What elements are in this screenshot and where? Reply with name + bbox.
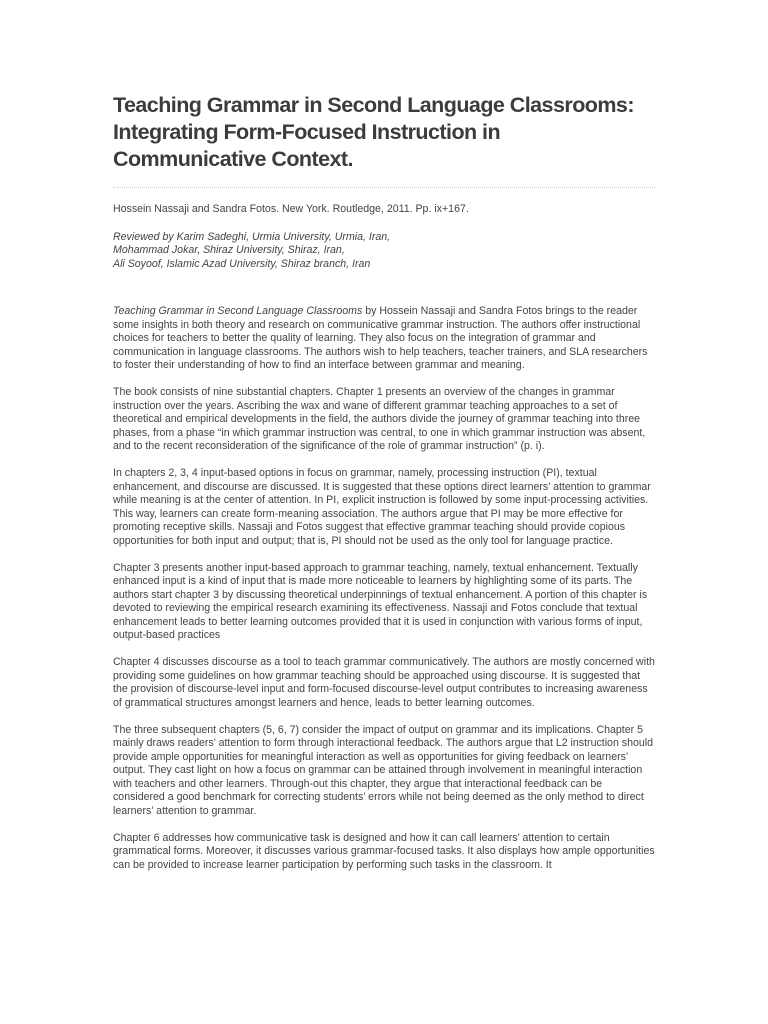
book-citation: Hossein Nassaji and Sandra Fotos. New York. Routledge, 2011. Pp. ix+167. <box>113 203 469 215</box>
body-paragraph: Chapter 4 discusses discourse as a tool to teach grammar communicatively. The authors are mostly concerned with providing some guidelines on how grammar teaching should be approached using discourse. It is suggested that the provision of discourse-level input and form-focused discourse-level output contributes to increasing awareness of grammatical structures amongst learners and hence, leads to better learning outcomes. <box>113 656 655 709</box>
reviewer-line: Ali Soyoof, Islamic Azad University, Shiraz branch, Iran <box>113 257 371 270</box>
body-paragraph: In chapters 2, 3, 4 input-based options in focus on grammar, namely, processing instruction (PI), textual enhancement, and discourse are discussed. It is suggested that these options direct learners’ attention to grammar while meaning is at the center of attention. In PI, explicit instruction is followed by some input-processing activities. This way, learners can create form-meaning association. The authors argue that PI may be more effective for promoting receptive skills. Nassaji and Fotos suggest that effective grammar teaching should provide copious opportunities for both input and output; that is, PI should not be used as the only tool for language practice. <box>113 467 651 547</box>
reviewer-line: Mohammad Jokar, Shiraz University, Shiraz, Iran, <box>113 244 345 256</box>
article-body <box>113 305 655 872</box>
document-page <box>113 92 655 886</box>
book-title-italic: Teaching Grammar in Second Language Classrooms <box>113 305 363 317</box>
body-paragraph: Chapter 6 addresses how communicative task is designed and how it can call learners’ attention to certain grammatical forms. Moreover, it discusses various grammar-focused tasks. It also displays how ample opportunities can be provided to increase learner participation by performing such tasks in the classroom. It <box>113 831 655 871</box>
intro-text: by Hossein Nassaji and Sandra Fotos brings to the reader some insights in both theory and research on communicative grammar instruction. The authors offer instructional choices for teachers to better the quality of learning. They also focus on the integration of grammar and communication in language classrooms. The authors wish to help teachers, teacher trainers, and SLA researchers to foster their understanding of how to find an interface between grammar and meaning. <box>113 305 648 371</box>
reviewer-line: Reviewed by Karim Sadeghi, Urmia University, Urmia, Iran, <box>113 230 391 243</box>
reviewer-block <box>113 231 655 272</box>
body-paragraph: The three subsequent chapters (5, 6, 7) consider the impact of output on grammar and its implications. Chapter 5 mainly draws readers’ attention to form through interactional feedback. The authors argue that L2 instruction should provide ample opportunities for meaningful interaction as well as opportunities for giving feedback on learners’ output. They cast light on how a focus on grammar can be attained through involvement in meaningful interaction with teachers and other learners. Through-out this chapter, they argue that interactional feedback can be considered a good benchmark for correcting students’ errors while not being deemed as the only method to direct learners’ attention to grammar. <box>113 723 654 817</box>
title-divider <box>113 187 655 188</box>
article-title: Teaching Grammar in Second Language Classrooms: Integrating Form-Focused Instruction in Communicative Context. <box>113 93 634 171</box>
intro-paragraph <box>113 305 655 373</box>
body-paragraph: The book consists of nine substantial chapters. Chapter 1 presents an overview of the changes in grammar instruction over the years. Ascribing the wax and wane of different grammar teaching approaches to a set of theoretical and empirical developments in the field, the authors divide the journey of grammar teaching into three phases, from a phase “in which grammar instruction was central, to one in which grammar instruction was absent, and to the recent reconsideration of the significance of the role of grammar instruction” (p. i). <box>113 386 646 452</box>
body-paragraph: Chapter 3 presents another input-based approach to grammar teaching, namely, textual enhancement. Textually enhanced input is a kind of input that is made more noticeable to learners by highlighting some of its parts. The authors start chapter 3 by discussing theoretical underpinnings of textual enhancement. A portion of this chapter is devoted to reviewing the empirical research examining its effectiveness. Nassaji and Fotos conclude that textual enhancement leads to better learning outcomes provided that it is used in conjunction with various forms of input, output-based practices <box>113 561 648 641</box>
